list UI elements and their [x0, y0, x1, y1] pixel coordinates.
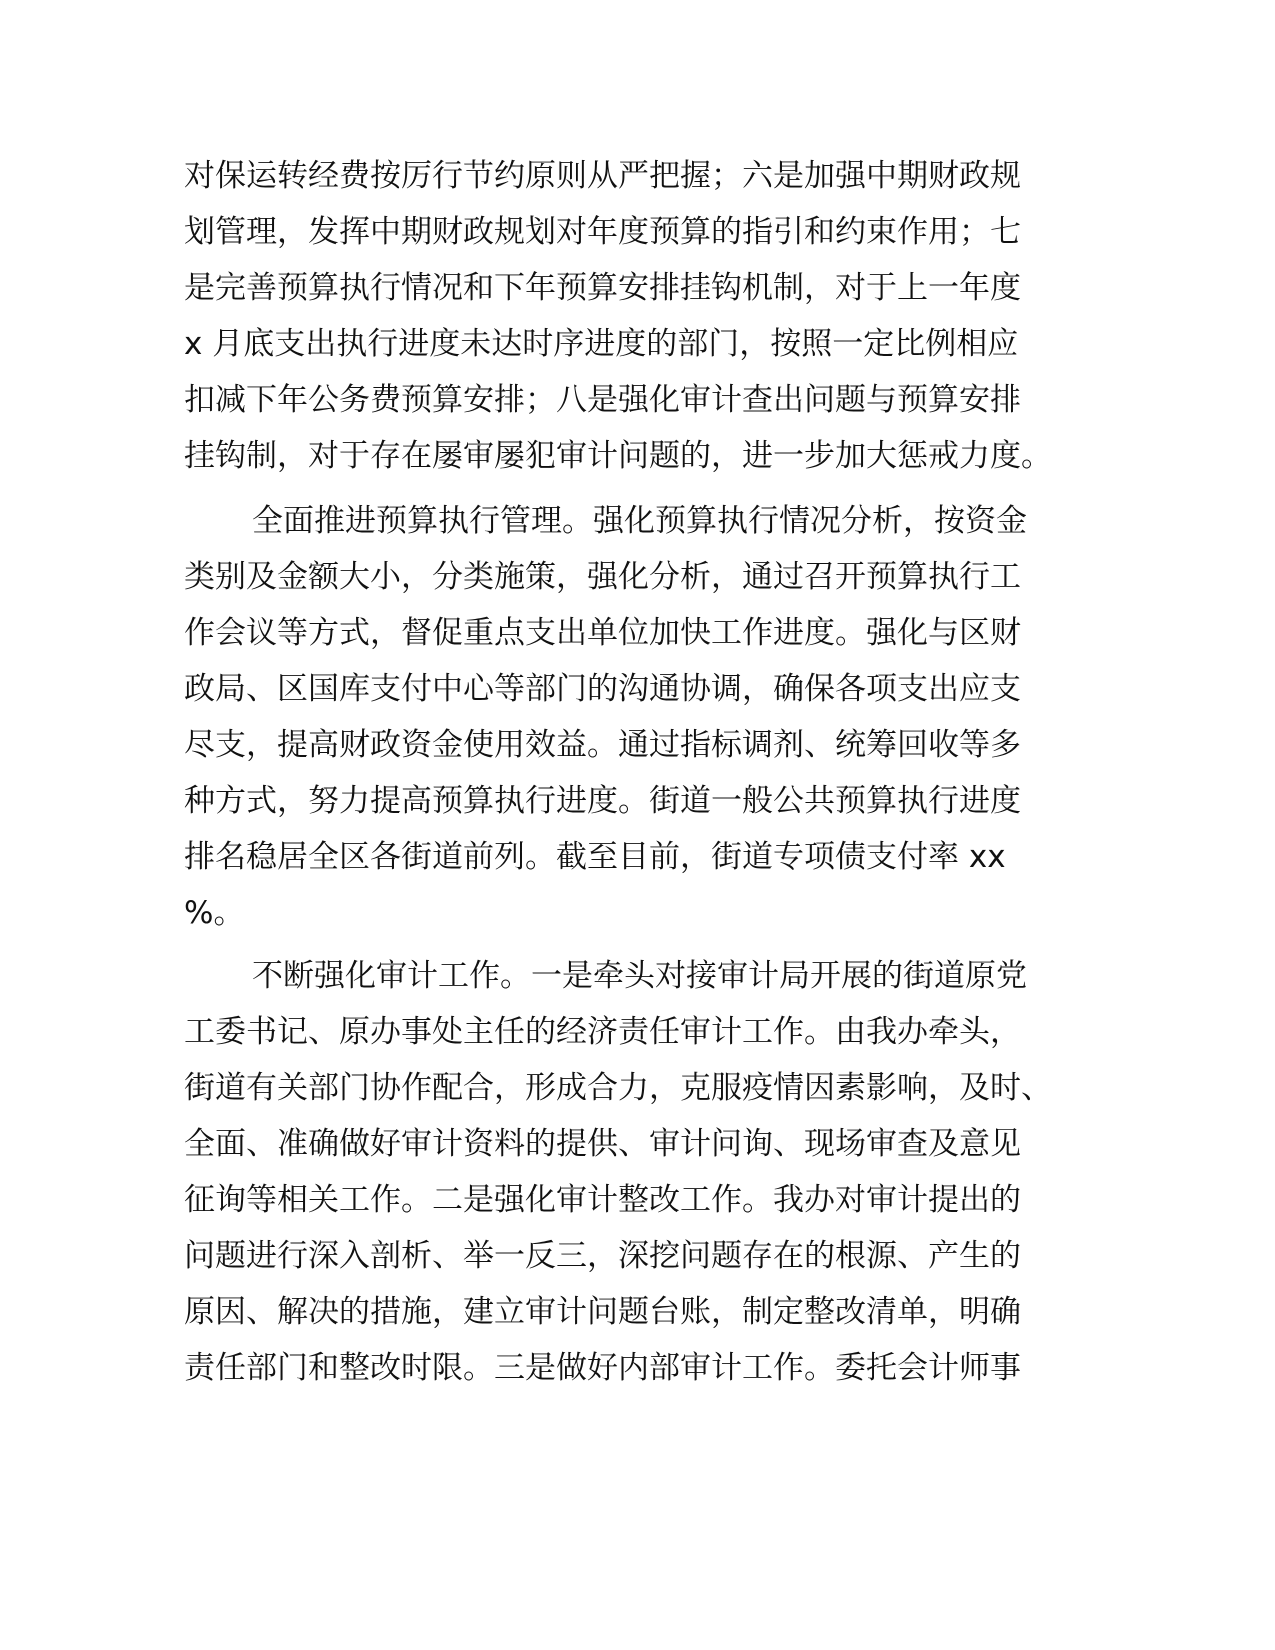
text-line: 种方式，努力提高预算执行进度。街道一般公共预算执行进度 — [184, 783, 1021, 819]
text-line: 全面、准确做好审计资料的提供、审计问询、现场审查及意见 — [184, 1126, 1021, 1162]
text-line: %。 — [184, 895, 245, 931]
paragraph-audit-work — [184, 948, 1084, 1396]
text-line: 不断强化审计工作。一是牵头对接审计局开展的街道原党 — [252, 958, 1027, 994]
text-line: 挂钩制，对于存在屡审屡犯审计问题的，进一步加大惩戒力度。 — [184, 438, 1052, 474]
text-line: 问题进行深入剖析、举一反三，深挖问题存在的根源、产生的 — [184, 1238, 1021, 1274]
text-line: 作会议等方式，督促重点支出单位加快工作进度。强化与区财 — [184, 615, 1021, 651]
text-line: 是完善预算执行情况和下年预算安排挂钩机制，对于上一年度 — [184, 270, 1021, 306]
text-line: 对保运转经费按厉行节约原则从严把握；六是加强中期财政规 — [184, 158, 1021, 194]
text-line: 全面推进预算执行管理。强化预算执行情况分析，按资金 — [252, 503, 1027, 539]
text-line: 责任部门和整改时限。三是做好内部审计工作。委托会计师事 — [184, 1350, 1021, 1386]
paragraph-budget-measures — [184, 148, 1084, 484]
text-line: 原因、解决的措施，建立审计问题台账，制定整改清单，明确 — [184, 1294, 1021, 1330]
paragraph-budget-execution — [184, 493, 1084, 941]
text-line: 政局、区国库支付中心等部门的沟通协调，确保各项支出应支 — [184, 671, 1021, 707]
text-line: x 月底支出执行进度未达时序进度的部门，按照一定比例相应 — [184, 326, 1019, 362]
text-line: 工委书记、原办事处主任的经济责任审计工作。由我办牵头， — [184, 1014, 1021, 1050]
text-line: 征询等相关工作。二是强化审计整改工作。我办对审计提出的 — [184, 1182, 1021, 1218]
text-line: 排名稳居全区各街道前列。截至目前，街道专项债支付率 xx — [184, 839, 1006, 875]
text-line: 类别及金额大小，分类施策，强化分析，通过召开预算执行工 — [184, 559, 1021, 595]
text-line: 街道有关部门协作配合，形成合力，克服疫情因素影响，及时、 — [184, 1070, 1052, 1106]
text-line: 尽支，提高财政资金使用效益。通过指标调剂、统筹回收等多 — [184, 727, 1021, 763]
text-line: 划管理，发挥中期财政规划对年度预算的指引和约束作用；七 — [184, 214, 1021, 250]
text-line: 扣减下年公务费预算安排；八是强化审计查出问题与预算安排 — [184, 382, 1021, 418]
